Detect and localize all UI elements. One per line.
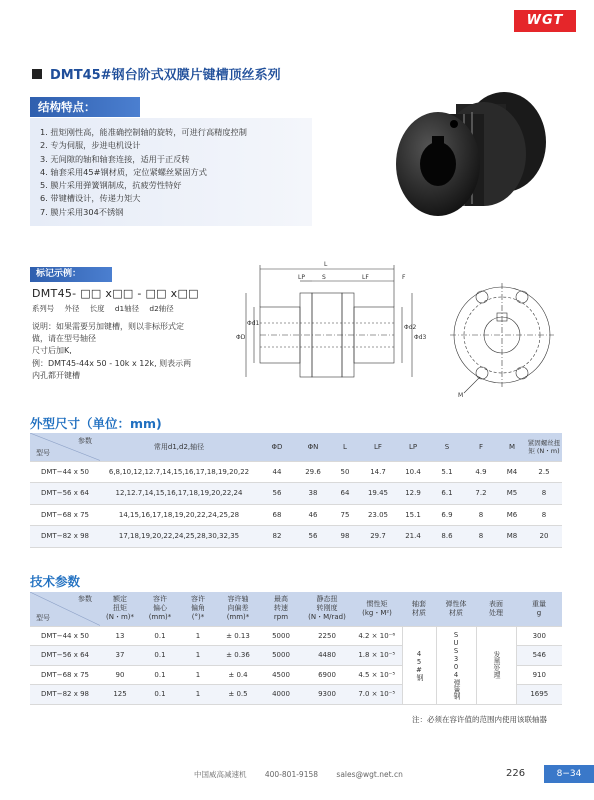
code-label: 长度 <box>89 304 105 313</box>
feature-item: 5. 膜片采用弹簧钢制成，抗疲劳性特好 <box>40 180 182 191</box>
hub-material-cell-text: 45#钢 <box>415 649 423 681</box>
section-tab: 8−34 <box>544 765 594 783</box>
dimensions-table <box>30 433 562 548</box>
weight-cell: 1695 <box>516 685 562 705</box>
footer-contact <box>194 769 419 780</box>
model-cell: DMT−68 x 75 <box>30 665 100 685</box>
marking-header: 标记示例： <box>30 267 112 282</box>
tech-table <box>30 592 562 705</box>
marking-description <box>32 321 232 382</box>
col-header-line: 容许 <box>153 595 167 604</box>
header-model: 型号 <box>36 448 50 457</box>
feature-item: 3. 无间隙的轴和轴套连接，适用于正反转 <box>40 153 190 164</box>
weight-cell: 910 <box>516 665 562 685</box>
table-cell: 19.45 <box>360 483 396 505</box>
coupling-product-image <box>386 84 556 234</box>
table-cell: 44 <box>258 461 296 483</box>
table-cell: 125 <box>100 685 140 705</box>
table-cell: 75 <box>330 504 360 526</box>
col-header-line: 重量 <box>532 599 546 608</box>
table-cell: 50 <box>330 461 360 483</box>
desc-line: 尺寸后加K, <box>32 346 72 356</box>
features-list <box>30 118 312 226</box>
table-row <box>30 504 562 526</box>
dim-D: ΦD <box>236 334 246 341</box>
col-header-line: 弹性体 <box>445 599 467 608</box>
table-cell: 29.7 <box>360 526 396 548</box>
col-header: M <box>498 433 526 461</box>
table-row <box>30 483 562 505</box>
table-cell: 0.1 <box>140 685 180 705</box>
table-cell: 17,18,19,20,22,24,25,28,30,32,35 <box>100 526 258 548</box>
dim-header-corner <box>30 433 100 461</box>
elastomer-material-cell-text: SUS304弹簧钢 <box>452 630 460 700</box>
drawing-labels <box>236 261 463 399</box>
col-header: ΦN <box>296 433 330 461</box>
desc-line: 说明：如果需要另加键槽，则以非标形式定 <box>32 322 184 331</box>
col-header-line: 偏心 <box>153 604 167 613</box>
table-row <box>30 626 562 646</box>
feature-item: 7. 膜片采用304不锈钢 <box>40 206 124 217</box>
hub-material-cell <box>402 626 436 704</box>
col-header-line: 材质 <box>412 608 426 617</box>
table-cell: 20 <box>526 526 562 548</box>
col-header <box>260 592 302 626</box>
table-cell: 5000 <box>260 626 302 646</box>
table-cell: 0.1 <box>140 665 180 685</box>
col-header <box>402 592 436 626</box>
table-cell: 98 <box>330 526 360 548</box>
table-cell: M4 <box>498 461 526 483</box>
tech-header-corner <box>30 592 100 626</box>
col-header-line: 材质 <box>449 608 463 617</box>
col-header-line: (N・m)* <box>105 613 135 622</box>
brand-logo: WGT <box>514 10 576 32</box>
table-cell: 37 <box>100 646 140 666</box>
col-header-line: rpm <box>273 613 289 622</box>
table-cell: 2.5 <box>526 461 562 483</box>
col-header-line: 最高 <box>274 595 288 604</box>
table-cell: 23.05 <box>360 504 396 526</box>
desc-line: 例：DMT45-44x 50 - 10k x 12k, 则表示两 <box>32 358 192 368</box>
weight-cell: 546 <box>516 646 562 666</box>
table-cell: 8 <box>526 504 562 526</box>
dim-d3: Φd3 <box>414 334 427 341</box>
col-header: F <box>464 433 498 461</box>
table-cell: 5.1 <box>430 461 464 483</box>
dim-S: S <box>322 274 326 281</box>
table-cell: 12.9 <box>396 483 430 505</box>
model-code-example: DMT45- □□ x□□ - □□ x□□ <box>32 287 199 300</box>
col-header: ΦD <box>258 433 296 461</box>
col-header: 常用d1,d2,轴径 <box>100 433 258 461</box>
header-param: 参数 <box>78 595 92 603</box>
model-cell: DMT−82 x 98 <box>30 685 100 705</box>
elastomer-material-cell <box>436 626 476 704</box>
table-cell: 56 <box>296 526 330 548</box>
title-square-icon <box>32 69 42 79</box>
table-cell: M6 <box>498 504 526 526</box>
email-address: sales@wgt.net.cn <box>336 770 403 779</box>
col-header-line: (N・M/rad) <box>308 613 346 622</box>
table-cell: M8 <box>498 526 526 548</box>
table-cell: ± 0.36 <box>216 646 260 666</box>
page-title-row <box>32 64 281 83</box>
code-label: d2轴径 <box>149 304 174 313</box>
model-code-labels <box>32 303 182 314</box>
table-cell: 1 <box>180 626 216 646</box>
col-header-line: 额定 <box>113 595 127 604</box>
table-row <box>30 461 562 483</box>
col-header-line: 处理 <box>489 608 503 617</box>
table-cell: 13 <box>100 626 140 646</box>
code-label: d1轴径 <box>114 304 140 313</box>
col-header <box>100 592 140 626</box>
table-cell: 1 <box>180 646 216 666</box>
feature-item: 6. 带键槽设计，传递力矩大 <box>40 193 141 204</box>
table-cell: 46 <box>296 504 330 526</box>
model-cell: DMT−44 x 50 <box>30 461 100 483</box>
table-cell: 15.1 <box>396 504 430 526</box>
col-header <box>140 592 180 626</box>
table-cell: 29.6 <box>296 461 330 483</box>
col-header: LF <box>360 433 396 461</box>
col-header-line: 惯性矩 <box>366 599 388 608</box>
dim-F: F <box>402 274 406 281</box>
col-header-line: 容许轴 <box>227 595 249 604</box>
table-cell: 56 <box>258 483 296 505</box>
table-cell: 7.0 × 10⁻⁵ <box>352 685 402 705</box>
table-cell: 2250 <box>302 626 352 646</box>
dimensions-title: 外型尺寸（单位：mm) <box>30 416 162 431</box>
table-cell: 1 <box>180 665 216 685</box>
features-header: 结构特点： <box>30 97 140 117</box>
table-cell: 38 <box>296 483 330 505</box>
weight-cell: 300 <box>516 626 562 646</box>
col-header-line: 偏角 <box>191 604 205 613</box>
table-cell: 14,15,16,17,18,19,20,22,24,25,28 <box>100 504 258 526</box>
table-cell: 0.1 <box>140 626 180 646</box>
col-header-line: 转速 <box>274 604 288 613</box>
dim-LP: LP <box>298 274 305 281</box>
table-cell: 8 <box>464 504 498 526</box>
table-cell: 4500 <box>260 665 302 685</box>
col-header-line: (°)* <box>191 613 205 622</box>
usage-note: 注：必须在容许值的范围内使用该联轴器 <box>412 715 547 724</box>
col-header <box>476 592 516 626</box>
table-cell: 4.9 <box>464 461 498 483</box>
code-label: 外径 <box>64 304 80 313</box>
table-cell: 8 <box>464 526 498 548</box>
page-title: DMT45#钢台阶式双膜片键槽顶丝系列 <box>50 68 281 83</box>
table-cell: 7.2 <box>464 483 498 505</box>
model-cell: DMT−82 x 98 <box>30 526 100 548</box>
col-header: S <box>430 433 464 461</box>
dim-M: M <box>458 392 464 399</box>
table-cell: 6.9 <box>430 504 464 526</box>
table-row <box>30 526 562 548</box>
table-cell: 6,8,10,12,12.7,14,15,16,17,18,19,20,22 <box>100 461 258 483</box>
col-header-line: (kg・M²) <box>362 608 392 617</box>
table-cell: 90 <box>100 665 140 685</box>
col-header-line: g <box>536 608 542 617</box>
table-cell: 1.8 × 10⁻⁵ <box>352 646 402 666</box>
table-cell: 8.6 <box>430 526 464 548</box>
table-cell: 64 <box>330 483 360 505</box>
table-cell: 4.2 × 10⁻⁶ <box>352 626 402 646</box>
table-cell: 68 <box>258 504 296 526</box>
tech-title: 技术参数 <box>30 574 81 589</box>
table-cell: M5 <box>498 483 526 505</box>
phone-number: 400-801-9158 <box>264 770 319 779</box>
col-header <box>216 592 260 626</box>
dim-LF: LF <box>362 274 369 281</box>
header-model: 型号 <box>36 613 50 622</box>
table-cell: 9300 <box>302 685 352 705</box>
table-cell: 6900 <box>302 665 352 685</box>
feature-item: 4. 轴套采用45#钢材质，定位紧螺丝紧固方式 <box>40 166 207 177</box>
col-header-line: 转刚度 <box>316 604 338 613</box>
code-label: 系列号 <box>32 304 55 313</box>
surface-treatment-cell <box>476 626 516 704</box>
col-header-line: 扭矩 <box>113 604 127 613</box>
dim-L: L <box>324 261 328 268</box>
model-cell: DMT−56 x 64 <box>30 483 100 505</box>
table-cell: 10.4 <box>396 461 430 483</box>
desc-line: 做，请在型号轴径 <box>32 334 96 344</box>
col-header-line: 向偏差 <box>227 604 249 613</box>
feature-item: 2. 专为伺服，步进电机设计 <box>40 140 141 151</box>
table-cell: 0.1 <box>140 646 180 666</box>
table-cell: 21.4 <box>396 526 430 548</box>
col-header <box>352 592 402 626</box>
page-number: 226 <box>506 768 526 779</box>
col-header-line: (mm)* <box>148 613 172 622</box>
feature-item: 1. 扭矩刚性高，能准确控制轴的旋转，可进行高精度控制 <box>40 127 247 137</box>
col-header <box>302 592 352 626</box>
table-cell: 8 <box>526 483 562 505</box>
table-cell: 1 <box>180 685 216 705</box>
table-cell: 4.5 × 10⁻⁵ <box>352 665 402 685</box>
table-cell: ± 0.4 <box>216 665 260 685</box>
table-cell: ± 0.13 <box>216 626 260 646</box>
col-header-line: 容许 <box>191 595 205 604</box>
table-cell: ± 0.5 <box>216 685 260 705</box>
table-cell: 6.1 <box>430 483 464 505</box>
col-header <box>516 592 562 626</box>
model-cell: DMT−56 x 64 <box>30 646 100 666</box>
company-name: 中国威高减速机 <box>194 770 247 779</box>
table-cell: 14.7 <box>360 461 396 483</box>
col-header: LP <box>396 433 430 461</box>
col-header: 紧固螺丝扭矩 (N・m) <box>526 433 562 461</box>
table-cell: 4000 <box>260 685 302 705</box>
table-cell: 12,12.7,14,15,16,17,18,19,20,22,24 <box>100 483 258 505</box>
model-cell: DMT−68 x 75 <box>30 504 100 526</box>
technical-drawing <box>232 255 562 405</box>
desc-line: 内孔都开键槽 <box>32 370 80 380</box>
table-cell: 4480 <box>302 646 352 666</box>
col-header-line: 轴套 <box>412 599 426 608</box>
dim-d2: Φd2 <box>404 324 417 331</box>
col-header-line: 表面 <box>489 599 503 608</box>
model-cell: DMT−44 x 50 <box>30 626 100 646</box>
col-header: L <box>330 433 360 461</box>
col-header-line: (mm)* <box>226 613 250 622</box>
col-header <box>180 592 216 626</box>
header-param: 参数 <box>78 437 92 445</box>
dim-d1: Φd1 <box>247 320 260 327</box>
surface-treatment-cell-text: 发黑处理 <box>492 651 500 679</box>
table-cell: 82 <box>258 526 296 548</box>
table-cell: 5000 <box>260 646 302 666</box>
col-header <box>436 592 476 626</box>
col-header-line: 静态扭 <box>316 595 338 604</box>
